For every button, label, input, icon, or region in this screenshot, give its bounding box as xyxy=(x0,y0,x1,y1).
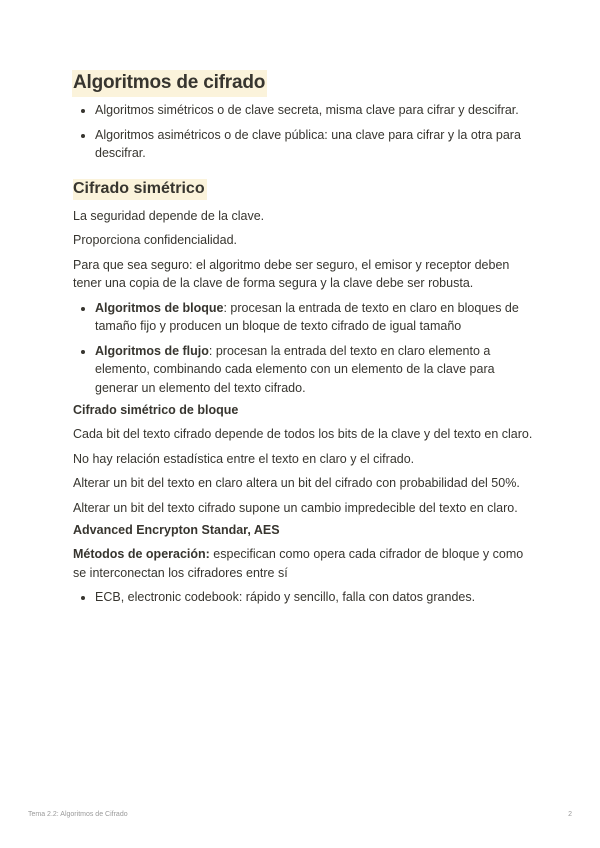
paragraph: Cada bit del texto cifrado depende de todos los bits de la clave y del texto en claro. xyxy=(73,427,533,441)
modes-list xyxy=(73,588,533,607)
term: Métodos de operación: xyxy=(73,547,210,561)
page-number: 2 xyxy=(568,811,572,818)
description: : procesan la entrada de texto en claro en bloques de tamaño fijo y producen un bloque de texto cifrado de igual tamaño xyxy=(95,300,519,333)
list-item xyxy=(95,299,533,336)
term: Algoritmos de bloque xyxy=(95,300,224,315)
paragraph: Para que sea seguro: el algoritmo debe ser seguro, el emisor y receptor deben tener una copia de la clave de forma segura y la clave debe ser robusta. xyxy=(73,257,510,290)
paragraph: Alterar un bit del texto cifrado supone un cambio impredecible del texto en claro. xyxy=(73,500,518,515)
paragraph xyxy=(73,545,533,582)
subsection-heading-block: Cifrado simétrico de bloque xyxy=(73,403,239,417)
page-title: Algoritmos de cifrado xyxy=(72,70,267,97)
paragraph: No hay relación estadística entre el texto en claro y el cifrado. xyxy=(73,451,415,466)
document-page xyxy=(73,70,533,613)
paragraph: Proporciona confidencialidad. xyxy=(73,233,237,247)
symmetric-types-list xyxy=(73,299,533,398)
term: Algoritmos de flujo xyxy=(95,343,209,358)
list-item: • Algoritmos simétricos o de clave secreta, misma clave para cifrar y descifrar. xyxy=(95,101,533,120)
subsection-heading-aes: Advanced Encrypton Standar, AES xyxy=(73,523,280,537)
footer-document-title: Tema 2.2: Algoritmos de Cifrado xyxy=(28,811,128,818)
list-item: • Algoritmos asimétricos o de clave pública: una clave para cifrar y la otra para descifrar. xyxy=(95,126,533,163)
section-heading-symmetric: Cifrado simétrico xyxy=(73,179,207,200)
paragraph: Alterar un bit del texto en claro altera un bit del cifrado con probabilidad del 50%. xyxy=(73,476,520,490)
description: : procesan la entrada del texto en claro elemento a elemento, combinando cada elemento con un elemento de la clave para generar un elemento del texto cifrado. xyxy=(95,343,495,395)
algorithm-types-list xyxy=(73,101,533,163)
paragraph: La seguridad depende de la clave. xyxy=(73,208,265,223)
description: especifican como opera cada cifrador de bloque y como se interconectan los cifradores entre sí xyxy=(73,547,524,580)
list-item: • ECB, electronic codebook: rápido y sencillo, falla con datos grandes. xyxy=(95,588,533,607)
page-footer xyxy=(28,811,572,818)
list-item xyxy=(95,342,533,398)
